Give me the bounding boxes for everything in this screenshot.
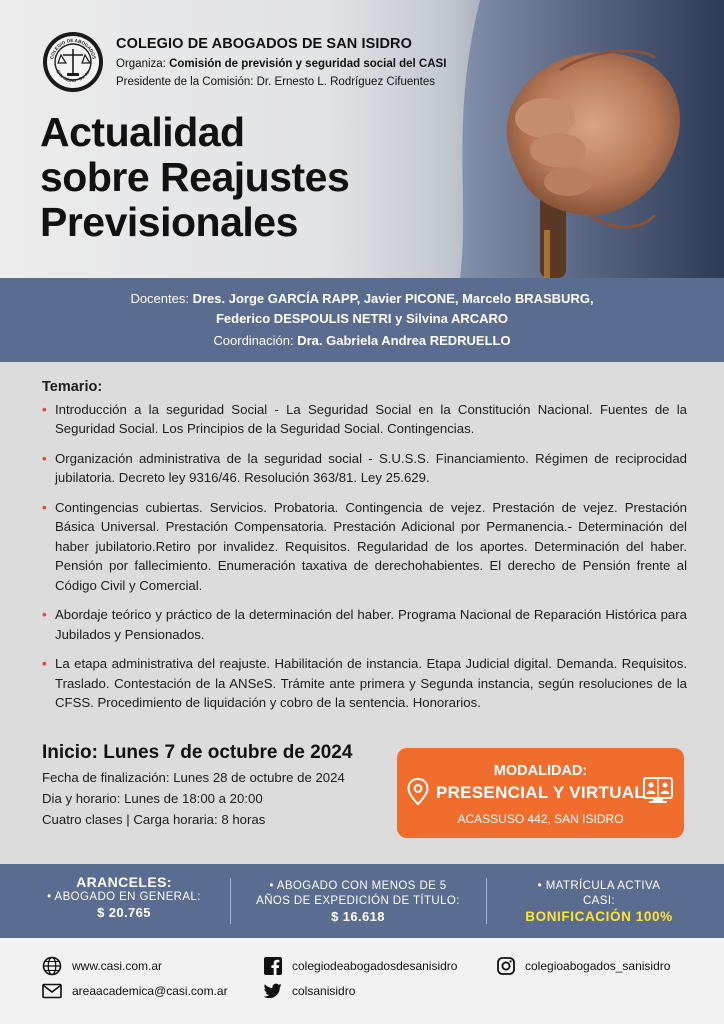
teachers-line-1	[0, 289, 724, 309]
fees-band	[0, 864, 724, 938]
website-text: www.casi.com.ar	[72, 959, 163, 973]
syllabus-item	[42, 654, 687, 713]
coordination-line	[0, 331, 724, 351]
title-line-3: Previsionales	[40, 199, 298, 245]
coordination-value: Dra. Gabriela Andrea REDRUELLO	[297, 333, 511, 348]
fee-general-label: • ABOGADO EN GENERAL:	[47, 891, 201, 903]
instagram-icon	[497, 957, 515, 975]
bullet-icon: •	[42, 499, 47, 515]
organizer-label: Organiza:	[116, 58, 166, 70]
fee-general	[24, 875, 224, 920]
end-date: Fecha de finalización: Lunes 28 de octubre de 2024	[42, 770, 345, 785]
title-line-2: sobre Reajustes	[40, 154, 350, 200]
instagram-text: colegioabogados_sanisidro	[525, 959, 671, 973]
twitter-text: colsanisidro	[292, 984, 356, 998]
casi-logo	[42, 31, 104, 93]
modality-value: PRESENCIAL Y VIRTUAL	[435, 783, 646, 802]
schedule-block	[42, 742, 382, 833]
facebook-link[interactable]	[264, 957, 457, 975]
syllabus	[42, 378, 687, 723]
twitter-link[interactable]	[264, 983, 355, 999]
website-link[interactable]	[42, 956, 162, 976]
syllabus-item-text: Contingencias cubiertas. Servicios. Probatoria. Contingencia de vejez. Prestación de vejez. Prestación Básica Universal. Prestación Compensatoria. Prestación Adicional por Permanencia.- Determinación del haber jubilatorio.Retiro por invalidez. Requisitos. Regularidad de los aportes. Determinación del haber. Pensión por fallecimiento. Enumeración taxativa de derechohabientes. El derecho de Pensión frente al Código Civil y Comercial.	[55, 499, 687, 593]
syllabus-item	[42, 400, 687, 439]
syllabus-item-text: Organización administrativa de la seguridad social - S.U.S.S. Financiamiento. Régimen de reciprocidad jubilatoria. Decreto ley 9316/46. Resolución 363/81. Ley 25.629.	[55, 450, 687, 485]
twitter-icon	[264, 983, 282, 999]
svg-text:SAN ISIDRO · Bs. As.: SAN ISIDRO · Bs. As.	[55, 68, 91, 84]
syllabus-item-text: Abordaje teórico y práctico de la determinación del haber. Programa Nacional de Reparación Histórica para Jubilados y Pensionados.	[55, 607, 687, 642]
fee-general-price: $ 20.765	[97, 905, 151, 920]
hands-cane-photo	[440, 0, 724, 278]
svg-text:COLEGIO DE ABOGADOS: COLEGIO DE ABOGADOS	[49, 37, 97, 60]
fee-young	[240, 879, 476, 924]
syllabus-item	[42, 605, 687, 644]
fee-matricula	[494, 879, 704, 924]
organization-name: COLEGIO DE ABOGADOS DE SAN ISIDRO	[116, 36, 413, 52]
fees-divider	[486, 878, 487, 924]
modality-title: MODALIDAD:	[493, 763, 588, 779]
day-time: Dia y horario: Lunes de 18:00 a 20:00	[42, 791, 263, 806]
syllabus-item	[42, 498, 687, 596]
fee-matricula-line-2: CASI:	[582, 895, 616, 907]
globe-icon	[42, 956, 62, 976]
teachers-label: Docentes:	[130, 291, 189, 306]
syllabus-title: Temario:	[42, 379, 103, 395]
email-text: areaacademica@casi.com.ar	[72, 984, 228, 998]
fees-title: ARANCELES:	[76, 874, 172, 890]
modality-address: ACASSUSO 442, SAN ISIDRO	[457, 812, 624, 826]
teachers-line-2	[0, 309, 724, 329]
fees-divider	[230, 878, 231, 924]
syllabus-item-text: Introducción a la seguridad Social - La Seguridad Social en la Constitución Nacional. Fuentes de la Seguridad Social. Los Principios de la Seguridad Social. Contingencias.	[55, 401, 687, 436]
facebook-text: colegiodeabogadosdesanisidro	[292, 959, 458, 973]
teachers-names-2: Federico DESPOULIS NETRI y Silvina ARCARO	[215, 311, 509, 326]
fee-matricula-line-1: • MATRÍCULA ACTIVA	[537, 880, 661, 892]
classes-hours: Cuatro clases | Carga horaria: 8 horas	[42, 812, 266, 827]
bullet-icon: •	[42, 656, 47, 671]
syllabus-item	[42, 449, 687, 488]
coordination-label: Coordinación:	[213, 333, 294, 348]
bullet-icon: •	[42, 401, 47, 417]
mail-icon	[42, 983, 62, 999]
organizer-line	[116, 58, 446, 70]
start-date: Inicio: Lunes 7 de octubre de 2024	[42, 742, 353, 763]
fee-young-line-2: AÑOS DE EXPEDICIÓN DE TÍTULO:	[256, 895, 460, 907]
contact-footer	[0, 938, 724, 1024]
syllabus-item-text: La etapa administrativa del reajuste. Habilitación de instancia. Etapa Judicial digital. Demanda. Requisitos. Traslado. Contestación de la ANSeS. Trámite ante primera y Segunda instancia, según resoluciones de la CFSS. Procedimiento de liquidación y cobro de la sentencia. Honorarios.	[55, 656, 687, 710]
bullet-icon: •	[42, 607, 47, 622]
commission-president: Presidente de la Comisión: Dr. Ernesto L. Rodríguez Cifuentes	[116, 76, 435, 88]
facebook-icon	[264, 957, 282, 975]
fee-young-price: $ 16.618	[331, 909, 385, 924]
instagram-link[interactable]	[497, 957, 670, 975]
video-call-icon	[642, 776, 674, 806]
fee-young-line-1: • ABOGADO CON MENOS DE 5	[269, 880, 447, 892]
header-banner	[0, 0, 724, 278]
title-line-1: Actualidad	[40, 109, 245, 155]
organizer-value: Comisión de previsión y seguridad social del CASI	[169, 58, 447, 70]
course-title	[40, 110, 349, 245]
teachers-names-1: Dres. Jorge GARCÍA RAPP, Javier PICONE, Marcelo BRASBURG,	[192, 291, 594, 306]
teachers-band	[0, 278, 724, 362]
modality-box	[397, 748, 684, 838]
email-link[interactable]	[42, 983, 228, 999]
bullet-icon: •	[42, 450, 47, 466]
fee-bonificacion: BONIFICACIÓN 100%	[525, 909, 673, 924]
